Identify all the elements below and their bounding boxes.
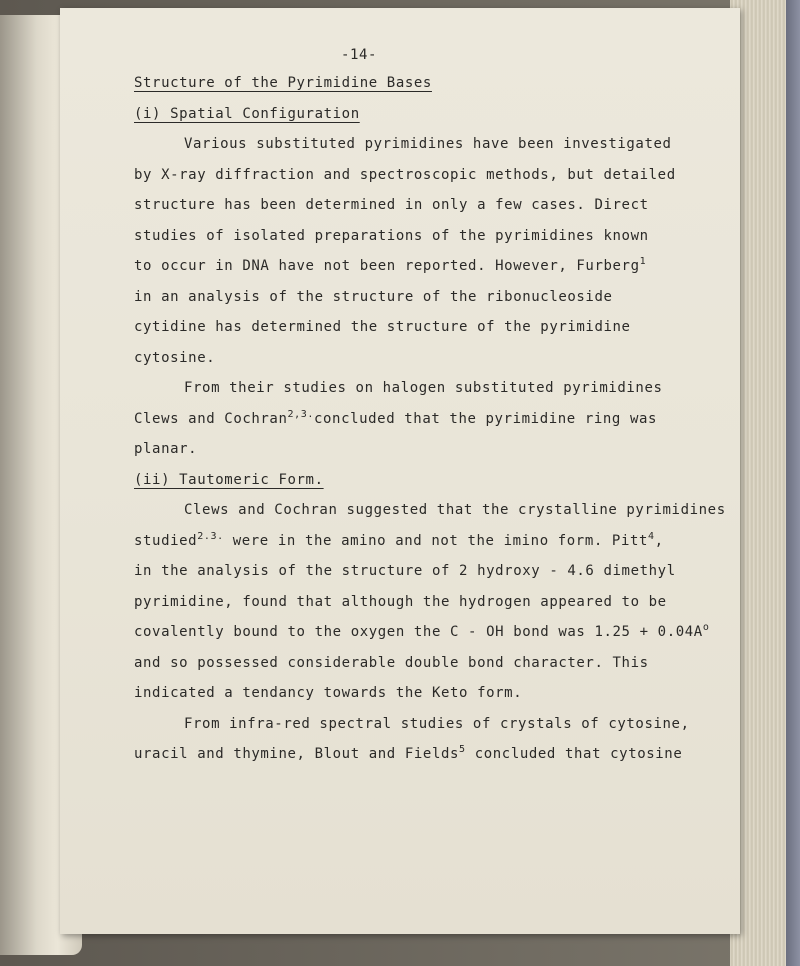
reference-superscript: 1 bbox=[639, 256, 647, 267]
text-line: pyrimidine, found that although the hydrogen appeared to be bbox=[134, 593, 667, 610]
document-page bbox=[60, 8, 740, 934]
text-span: concluded that cytosine bbox=[474, 746, 683, 762]
reference-superscript: 2,3. bbox=[287, 408, 314, 420]
reference-superscript: 4 bbox=[648, 530, 655, 542]
page-number: -14- bbox=[340, 47, 378, 63]
text-line bbox=[134, 404, 734, 435]
text-line: in an analysis of the structure of the ribonucleoside bbox=[134, 288, 613, 305]
text-line bbox=[134, 739, 734, 770]
section-title-tautomeric: (ii) Tautomeric Form. bbox=[134, 471, 324, 488]
text-span: were in the amino and not the imino form. Pitt bbox=[232, 532, 649, 549]
text-line: Various substituted pyrimidines have been investigated bbox=[184, 136, 672, 152]
typed-text-block bbox=[134, 42, 734, 770]
text-span: Clews and Cochran bbox=[134, 410, 288, 427]
text-span: to occur in DNA have not been reported. However, Furberg bbox=[134, 258, 640, 274]
text-line: structure has been determined in only a few cases. Direct bbox=[134, 197, 649, 213]
text-span: , bbox=[654, 532, 664, 549]
text-span: covalently bound to the oxygen the C - OH bond was 1.25 + 0.04A bbox=[134, 624, 703, 640]
text-line: cytosine. bbox=[134, 349, 216, 366]
text-span: concluded that the pyrimidine ring was bbox=[313, 410, 658, 427]
text-line: studies of isolated preparations of the pyrimidines known bbox=[134, 227, 649, 244]
section-title-spatial: (i) Spatial Configuration bbox=[134, 105, 360, 122]
text-line: in the analysis of the structure of 2 hydroxy - 4.6 dimethyl bbox=[134, 563, 676, 579]
text-line: Clews and Cochran suggested that the crystalline pyrimidines bbox=[184, 502, 726, 518]
text-line: From their studies on halogen substituted pyrimidines bbox=[184, 380, 663, 396]
text-span: studied bbox=[134, 532, 198, 549]
text-line: by X-ray diffraction and spectroscopic methods, but detailed bbox=[134, 166, 676, 183]
text-line bbox=[134, 526, 734, 557]
reference-superscript: 2.3. bbox=[197, 530, 224, 542]
text-line: and so possessed considerable double bond character. This bbox=[134, 654, 649, 671]
text-line bbox=[134, 251, 734, 282]
reference-superscript: 5 bbox=[459, 744, 466, 755]
page-heading: Structure of the Pyrimidine Bases bbox=[134, 75, 432, 91]
degree-superscript: o bbox=[702, 622, 710, 633]
text-line: indicated a tendancy towards the Keto form. bbox=[134, 685, 523, 701]
text-line: From infra-red spectral studies of crystals of cytosine, bbox=[184, 715, 690, 732]
text-line: planar. bbox=[134, 441, 198, 457]
text-line bbox=[134, 617, 734, 648]
text-line: cytidine has determined the structure of the pyrimidine bbox=[134, 319, 631, 335]
binding-edge bbox=[786, 0, 800, 966]
text-span: uracil and thymine, Blout and Fields bbox=[134, 746, 460, 762]
